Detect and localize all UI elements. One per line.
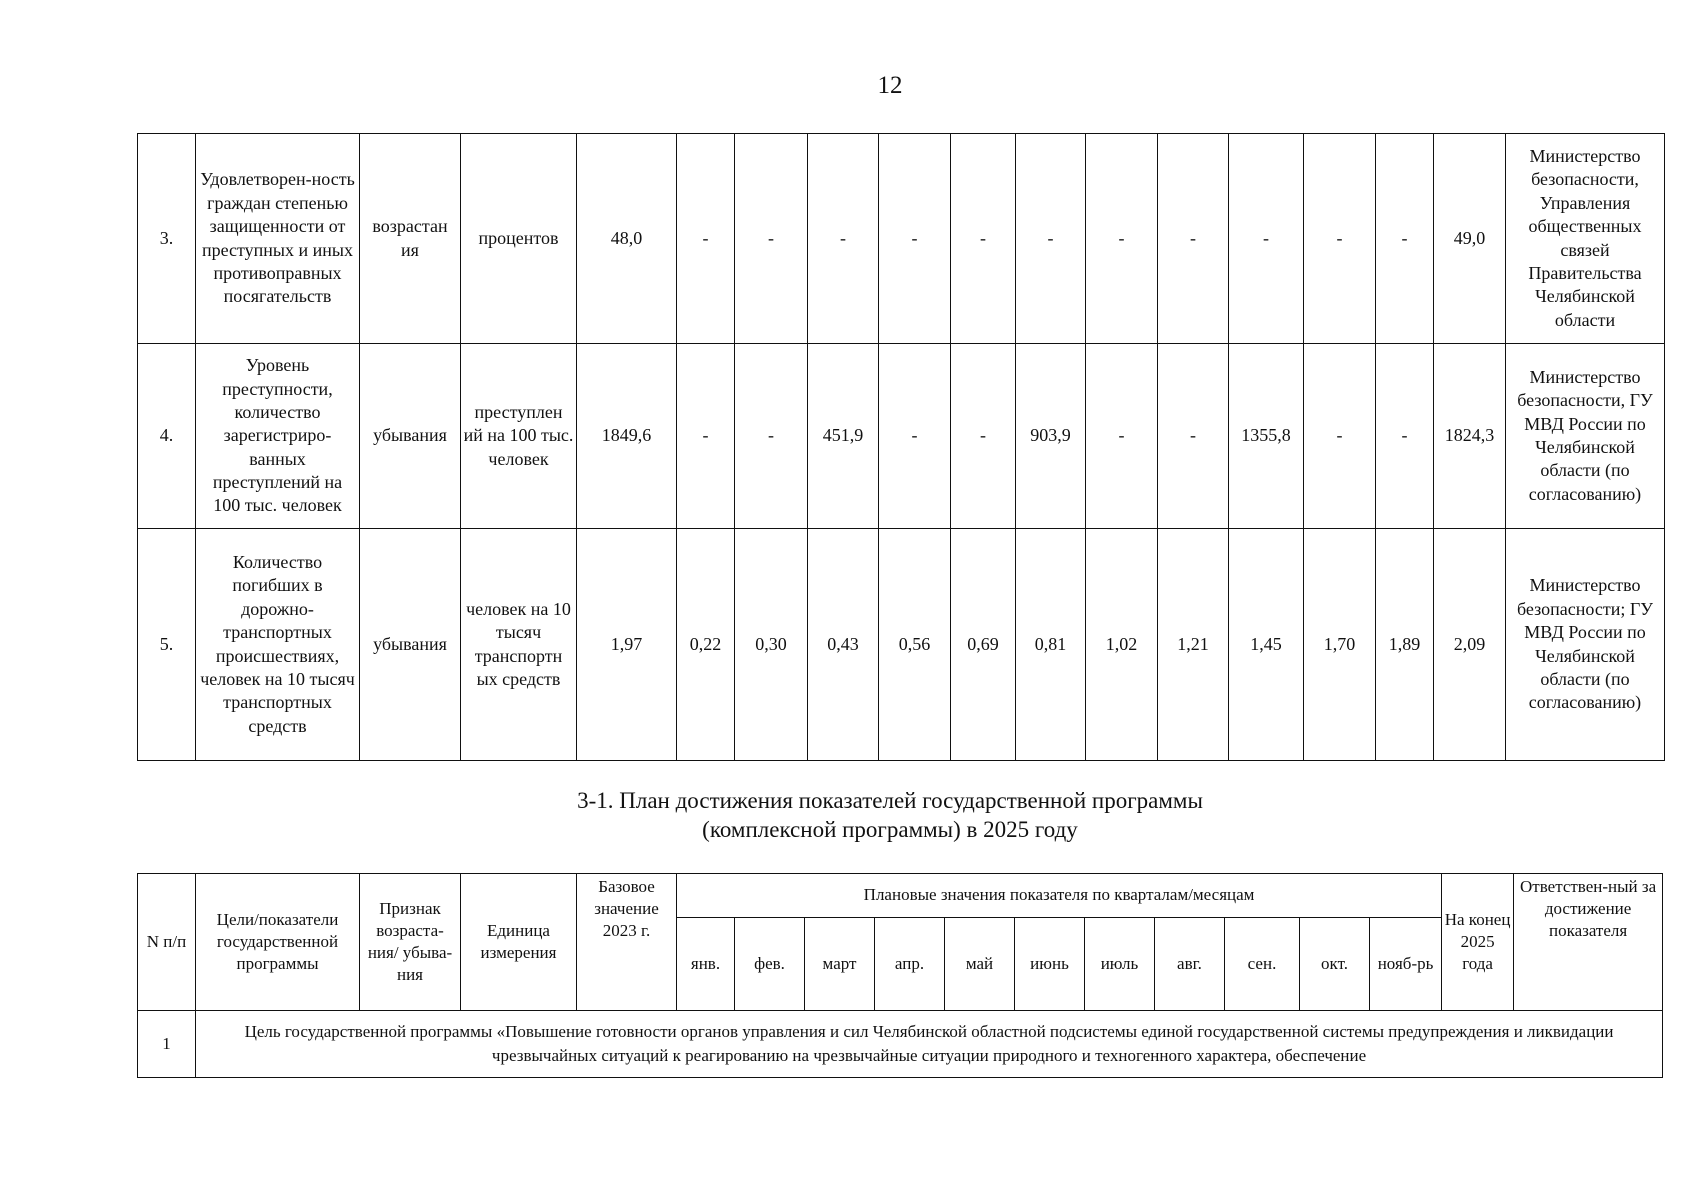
header-base: Базовое значение 2023 г. [577,874,677,1011]
section-title-line-2: (комплексной программы) в 2025 году [702,817,1078,843]
responsible: Министерство безопасности, Управления общественных связей Правительства Челябинской области [1506,134,1665,344]
header-month: нояб-рь [1370,918,1442,1011]
indicator-name: Удовлетворен-ность граждан степенью защищенности от преступных и иных противоправных посягательств [196,134,360,344]
header-month: окт. [1300,918,1370,1011]
row-number: 1 [138,1011,196,1078]
indicator-sign: убывания [360,529,461,761]
base-value: 48,0 [577,134,677,344]
month-value: 0,30 [735,529,808,761]
month-value: - [951,344,1016,529]
month-value: 0,56 [879,529,951,761]
indicator-sign: убывания [360,344,461,529]
month-value: 451,9 [808,344,879,529]
header-end: На конец 2025 года [1442,874,1514,1011]
header-goal: Цели/показатели государственной программы [196,874,360,1011]
row-number: 4. [138,344,196,529]
header-sign: Признак возраста-ния/ убыва-ния [360,874,461,1011]
month-value: - [1376,134,1434,344]
month-value: 1,45 [1229,529,1304,761]
month-value: - [1158,134,1229,344]
page-number: 12 [877,72,903,99]
month-value: 0,69 [951,529,1016,761]
indicator-unit: преступлен ий на 100 тыс. человек [461,344,577,529]
month-value: - [1086,344,1158,529]
month-value: - [1304,344,1376,529]
row-number: 3. [138,134,196,344]
month-value: - [951,134,1016,344]
month-value: 0,43 [808,529,879,761]
header-month: май [945,918,1015,1011]
header-month: март [805,918,875,1011]
header-month: апр. [875,918,945,1011]
responsible: Министерство безопасности; ГУ МВД России по Челябинской области (по согласованию) [1506,529,1665,761]
month-value: - [1158,344,1229,529]
month-value: 1,21 [1158,529,1229,761]
base-value: 1,97 [577,529,677,761]
month-value: - [1229,134,1304,344]
indicators-table-continued [137,133,1665,761]
goal-text: Цель государственной программы «Повышение готовности органов управления и сил Челябинской областной подсистемы единой государственной системы предупреждения и ликвидации чрезвычайных ситуаций к реагированию на чрезвычайные ситуации природного и техногенного характера, обеспечение [196,1011,1663,1078]
month-value: 0,81 [1016,529,1086,761]
header-month: июнь [1015,918,1085,1011]
row-number: 5. [138,529,196,761]
indicator-name: Уровень преступности, количество зарегистриро-ванных преступлений на 100 тыс. человек [196,344,360,529]
month-value: - [735,134,808,344]
month-value: - [677,134,735,344]
indicator-name: Количество погибших в дорожно-транспортных происшествиях, человек на 10 тысяч транспортных средств [196,529,360,761]
end-value: 1824,3 [1434,344,1506,529]
header-row [138,874,1663,918]
table-row [138,529,1665,761]
month-value: 1,89 [1376,529,1434,761]
header-unit: Единица измерения [461,874,577,1011]
indicator-sign: возрастан ия [360,134,461,344]
month-value: - [1376,344,1434,529]
header-responsible: Ответствен-ный за достижение показателя [1514,874,1663,1011]
month-value: - [1086,134,1158,344]
month-value: 1355,8 [1229,344,1304,529]
table-row [138,1011,1663,1078]
indicator-unit: человек на 10 тысяч транспортн ых средств [461,529,577,761]
header-plan: Плановые значения показателя по кварталам/месяцам [677,874,1442,918]
month-value: - [808,134,879,344]
indicator-unit: процентов [461,134,577,344]
table-row [138,134,1665,344]
base-value: 1849,6 [577,344,677,529]
responsible: Министерство безопасности, ГУ МВД России по Челябинской области (по согласованию) [1506,344,1665,529]
section-title [0,786,1698,845]
month-value: 1,70 [1304,529,1376,761]
month-value: - [879,344,951,529]
header-month: фев. [735,918,805,1011]
header-month: авг. [1155,918,1225,1011]
month-value: 0,22 [677,529,735,761]
end-value: 2,09 [1434,529,1506,761]
header-month: янв. [677,918,735,1011]
month-value: - [677,344,735,529]
month-value: - [1016,134,1086,344]
section-title-line-1: 3-1. План достижения показателей государственной программы [577,788,1203,813]
month-value: - [735,344,808,529]
month-value: - [1304,134,1376,344]
table-row [138,344,1665,529]
header-month: июль [1085,918,1155,1011]
header-month: сен. [1225,918,1300,1011]
month-value: - [879,134,951,344]
month-value: 1,02 [1086,529,1158,761]
header-number: N п/п [138,874,196,1011]
plan-2025-table [137,873,1663,1078]
month-value: 903,9 [1016,344,1086,529]
end-value: 49,0 [1434,134,1506,344]
